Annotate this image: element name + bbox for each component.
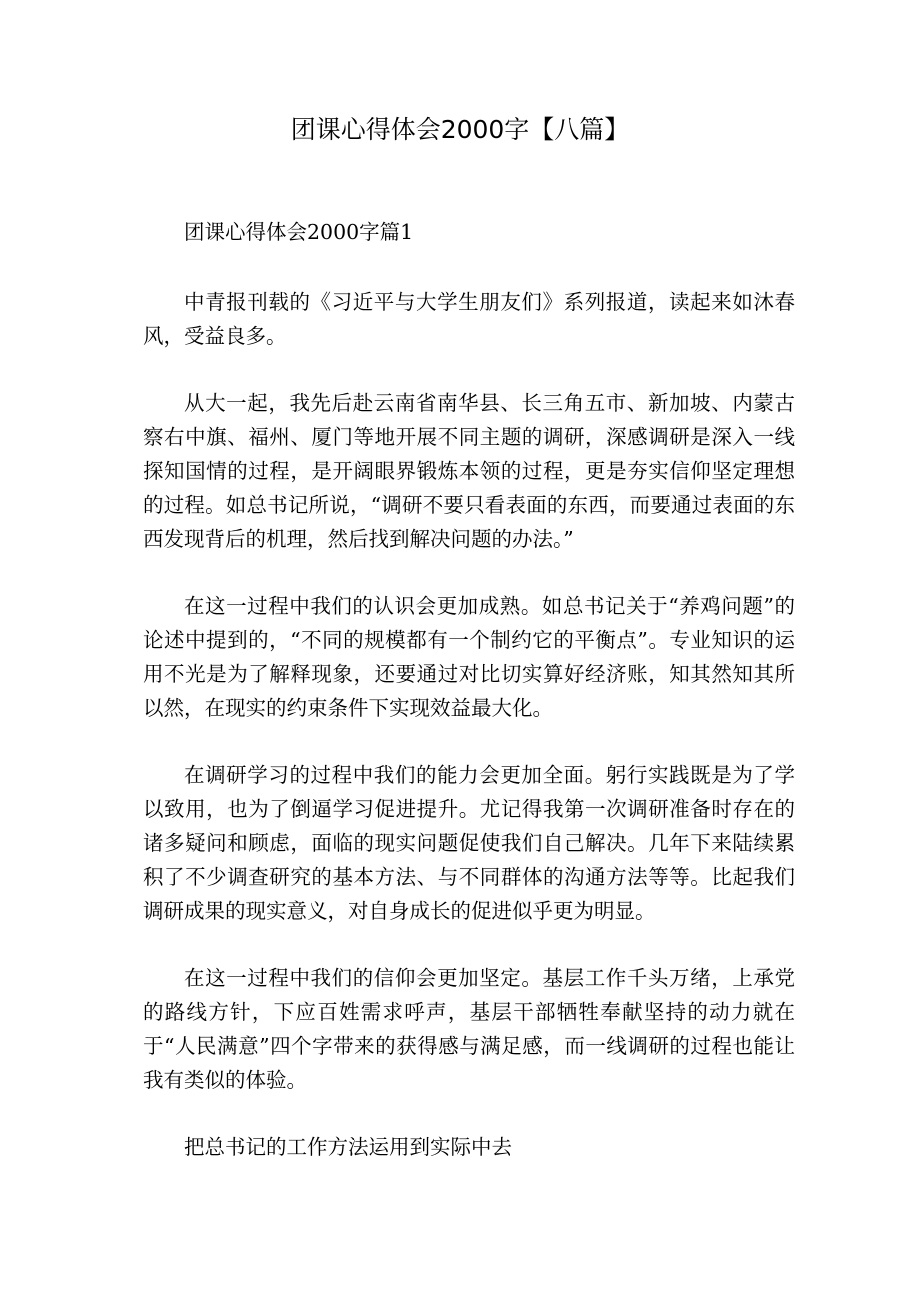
- section-heading: 团课心得体会2000字篇1: [184, 220, 414, 244]
- paragraph-5: 在这一过程中我们的信仰会更加坚定。基层工作千头万绪，上承党的路线方针，下应百姓需求呼声，基层干部牺牲奉献坚持的动力就在于“人民满意”四个字带来的获得感与满足感，而一线调研的过程也能让我有类似的体验。: [143, 966, 795, 1092]
- paragraph-6: 把总书记的工作方法运用到实际中去: [184, 1135, 512, 1159]
- document-title: 团课心得体会2000字【八篇】: [290, 115, 630, 144]
- document-body: [143, 215, 795, 1197]
- paragraph-2: 从大一起，我先后赴云南省南华县、长三角五市、新加坡、内蒙古察右中旗、福州、厦门等地开展不同主题的调研，深感调研是深入一线探知国情的过程，是开阔眼界锻炼本领的过程，更是夯实信仰坚定理想的过程。如总书记所说，“调研不要只看表面的东西，而要通过表面的东西发现背后的机理，然后找到解决问题的办法。”: [143, 391, 795, 551]
- paragraph-1: 中青报刊载的《习近平与大学生朋友们》系列报道，读起来如沐春风，受益良多。: [143, 290, 795, 348]
- paragraph-4: 在调研学习的过程中我们的能力会更加全面。躬行实践既是为了学以致用，也为了倒逼学习促进提升。尤记得我第一次调研准备时存在的诸多疑问和顾虑，面临的现实问题促使我们自己解决。几年下来陆续累积了不少调查研究的基本方法、与不同群体的沟通方法等等。比起我们调研成果的现实意义，对自身成长的促进似乎更为明显。: [143, 763, 795, 923]
- paragraph-3: 在这一过程中我们的认识会更加成熟。如总书记关于“养鸡问题”的论述中提到的，“不同的规模都有一个制约它的平衡点”。专业知识的运用不光是为了解释现象，还要通过对比切实算好经济账，知其然知其所以然，在现实的约束条件下实现效益最大化。: [143, 594, 795, 720]
